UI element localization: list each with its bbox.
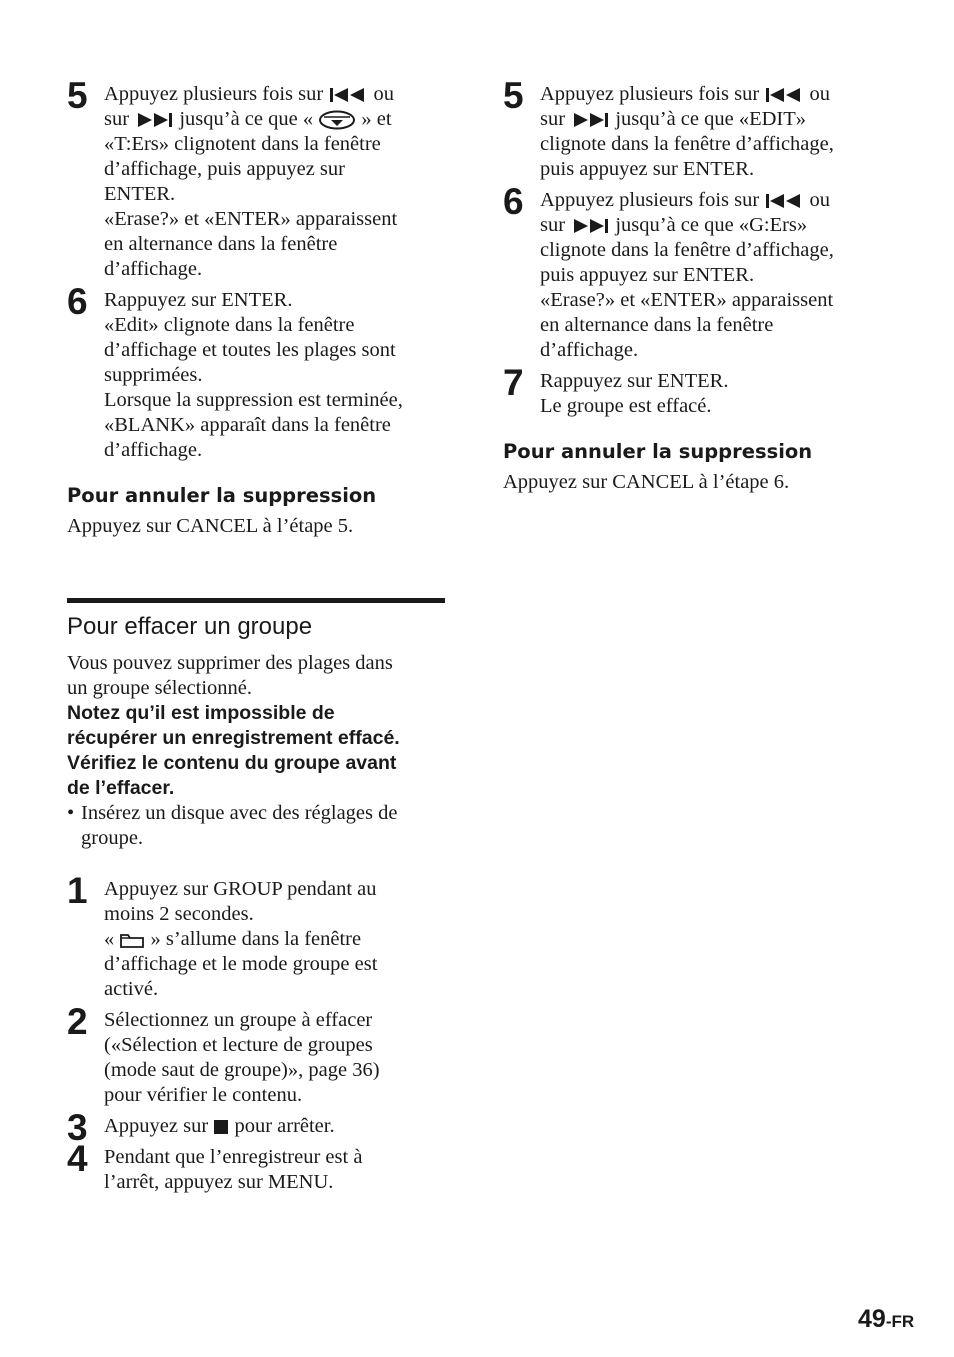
- previous-track-icon: [328, 86, 368, 104]
- folder-icon: [119, 931, 145, 949]
- step-text: ou: [373, 83, 394, 105]
- stop-icon: [213, 1119, 229, 1135]
- cancel-heading: Pour annuler la suppression: [503, 440, 813, 463]
- cancel-text: Appuyez sur CANCEL à l’étape 6.: [503, 471, 790, 493]
- step-text: Pendant que l’enregistreur est à l’arrêt, appuyez sur MENU.: [104, 1146, 363, 1193]
- next-track-icon: [570, 111, 610, 129]
- cancel-heading: Pour annuler la suppression: [67, 484, 377, 507]
- step-number: 6: [67, 281, 88, 322]
- group-steps: [67, 870, 445, 1195]
- cancel-text: Appuyez sur CANCEL à l’étape 5.: [67, 515, 354, 537]
- step-text: d’affichage, puis appuyez sur: [104, 158, 345, 180]
- step-note: «Edit» clignote dans la fenêtre d’affichage et toutes les plages sont supprimées. Lorsque la suppression est terminée, «BLANK» apparaît dans la fenêtre d’affichage.: [104, 314, 403, 461]
- step-text: Rappuyez sur ENTER.: [104, 289, 293, 311]
- step-note: «Erase?» et «ENTER» apparaissent en alternance dans la fenêtre d’affichage.: [104, 208, 398, 280]
- section-title: Pour effacer un groupe: [67, 613, 313, 640]
- step-number: 2: [67, 1001, 88, 1042]
- bullet-dot: •: [67, 802, 75, 824]
- left-column: [67, 75, 445, 1195]
- step-text: » et: [361, 108, 392, 130]
- step-text: Sélectionnez un groupe à effacer («Sélection et lecture de groupes (mode saut de groupe)», page 36) pour vérifier le contenu.: [104, 1009, 380, 1106]
- page-number-value: 49: [858, 1305, 886, 1333]
- intro-text: Vous pouvez supprimer des plages dans un groupe sélectionné.: [67, 652, 393, 699]
- step-number: 7: [503, 362, 524, 403]
- step-text: jusqu’à ce que «: [179, 108, 314, 130]
- step-6-right: [503, 181, 873, 363]
- step-text: Appuyez plusieurs fois sur: [104, 83, 324, 105]
- step-2: [67, 1001, 445, 1108]
- next-track-icon: [570, 217, 610, 235]
- step-note: « » s’allume dans la fenêtre d’affichage et le mode groupe est activé.: [104, 928, 378, 1000]
- step-text: sur: [104, 108, 130, 130]
- step-5-left: [67, 75, 445, 282]
- step-text: Appuyez sur pour arrêter.: [104, 1115, 335, 1137]
- step-5-right: [503, 75, 873, 182]
- previous-track-icon: [764, 192, 804, 210]
- next-track-icon: [134, 111, 174, 129]
- step-text: «T:Ers» clignotent dans la fenêtre: [104, 133, 381, 155]
- warning-text: Notez qu’il est impossible de récupérer un enregistrement effacé. Vérifiez le contenu du groupe avant de l’effacer.: [67, 702, 400, 799]
- step-number: 3: [67, 1107, 88, 1148]
- step-text: Appuyez sur GROUP pendant au moins 2 secondes.: [104, 878, 377, 925]
- section-divider: [67, 598, 445, 603]
- step-6-left: [67, 281, 445, 463]
- bullet-item: • Insérez un disque avec des réglages de groupe.: [67, 802, 398, 849]
- step-4: [67, 1138, 445, 1195]
- previous-track-icon: [764, 86, 804, 104]
- page-language-suffix: -FR: [885, 1312, 915, 1331]
- step-number: 5: [67, 75, 88, 116]
- step-text: ENTER.: [104, 183, 176, 205]
- step-text: Appuyez plusieurs fois sur ou sur jusqu’à ce que «G:Ers» clignote dans la fenêtre d’affichage, puis appuyez sur ENTER.: [540, 189, 834, 286]
- step-7-right: [503, 362, 873, 419]
- step-text: Appuyez plusieurs fois sur ou sur jusqu’à ce que «EDIT» clignote dans la fenêtre d’affichage, puis appuyez sur ENTER.: [540, 83, 834, 180]
- disc-icon: [318, 110, 356, 130]
- step-1: [67, 870, 445, 1002]
- page-number: [858, 1302, 914, 1339]
- step-number: 1: [67, 870, 88, 911]
- step-3: [67, 1107, 445, 1148]
- right-column: [503, 75, 873, 495]
- step-number: 6: [503, 181, 524, 222]
- step-note: «Erase?» et «ENTER» apparaissent en alternance dans la fenêtre d’affichage.: [540, 289, 834, 361]
- step-note: Le groupe est effacé.: [540, 395, 712, 417]
- step-number: 5: [503, 75, 524, 116]
- step-number: 4: [67, 1138, 88, 1179]
- step-text: Rappuyez sur ENTER.: [540, 370, 729, 392]
